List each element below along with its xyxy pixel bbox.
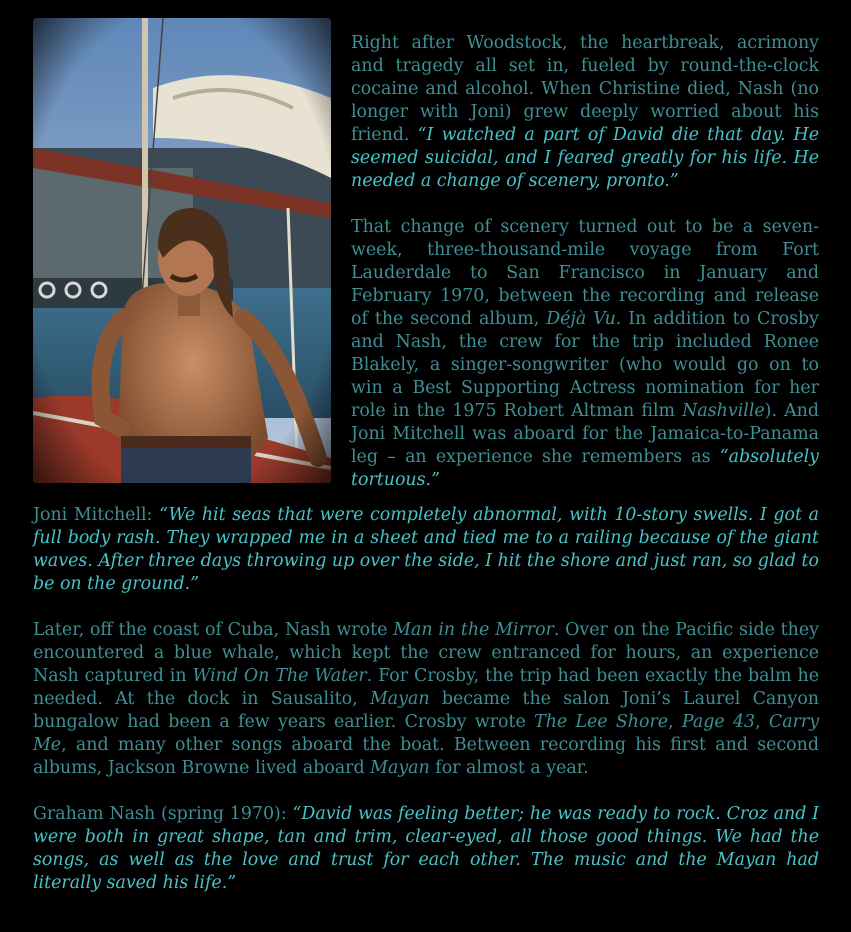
film-title-nashville: Nashville xyxy=(682,401,765,421)
joni-speaker: Joni Mitchell: xyxy=(33,505,160,525)
para2-text-2: . In addition to Crosby and Nash, the crew for the trip included Ronee Blakely, a singer-songwriter (who would go on to win a Best Supporting Actress nomination for her role in the 1975 Robert Altman film xyxy=(351,309,820,421)
song-title-wind-on-the-water: Wind On The Water xyxy=(192,666,367,686)
para4-text-2: . Over on the Pacific side they encountered a blue whale, which kept the crew entranced for hours, an experience Nash captured in xyxy=(33,620,819,686)
boat-name-mayan: Mayan xyxy=(369,689,430,709)
para4-text-6: , xyxy=(755,712,769,732)
para4-text-3: . For Crosby, the trip had been exactly the balm he needed. At the dock in Sausalito, xyxy=(33,666,819,709)
paragraph-cuba xyxy=(33,619,819,780)
para4-text-1: Later, off the coast of Cuba, Nash wrote xyxy=(33,620,394,640)
nash-speaker: Graham Nash (spring 1970): xyxy=(33,804,293,824)
para1-text: Right after Woodstock, the heartbreak, acrimony and tragedy all set in, fueled by round-the-clock cocaine and alcohol. When Christine died, Nash (no longer with Joni) grew deeply worried about his friend. xyxy=(351,33,819,145)
song-title-lee-shore: The Lee Shore xyxy=(534,712,669,732)
nash-spring-quote: “David was feeling better; he was ready to rock. Croz and I were both in great shape, tan and trim, clear-eyed, all those good things. We had the songs, as well as the love and trust for each other. The music and the Mayan had literally saved his life.” xyxy=(33,804,819,893)
photo xyxy=(33,18,331,483)
boat-name-mayan-2: Mayan xyxy=(370,758,430,778)
para2-text-1: That change of scenery turned out to be a seven-week, three-thousand-mile voyage from Fort Lauderdale to San Francisco in January and February 1970, between the recording and release of the second album, xyxy=(351,217,819,329)
paragraph-graham-nash xyxy=(33,803,819,895)
paragraph-voyage xyxy=(351,216,819,492)
full-width-column xyxy=(33,504,819,895)
song-title-page-43: Page 43 xyxy=(681,712,756,732)
song-title-man-in-the-mirror: Man in the Mirror xyxy=(393,620,554,640)
para4-text-8: for almost a year. xyxy=(429,758,589,778)
para4-text-5: , xyxy=(668,712,682,732)
para4-text-4: became the salon Joni’s Laurel Canyon bungalow had been a few years earlier. Crosby wrote xyxy=(33,689,819,732)
joni-quote: “We hit seas that were completely abnormal, with 10-story swells. I got a full body rash. They wrapped me in a sheet and tied me to a railing because of the giant waves. After three days throwing up over the side, I hit the shore and just ran, so glad to be on the ground.” xyxy=(33,505,819,594)
right-column xyxy=(351,32,819,492)
para4-text-7: , and many other songs aboard the boat. Between recording his first and second albums, Jackson Browne lived aboard xyxy=(33,735,819,778)
paragraph-joni-mitchell xyxy=(33,504,819,596)
sailboat-photo xyxy=(33,18,331,483)
paragraph-woodstock xyxy=(351,32,819,193)
para2-text-3: ). And Joni Mitchell was aboard for the Jamaica-to-Panama leg – an experience she remembers as xyxy=(351,401,820,467)
album-title-deja-vu: Déjà Vu xyxy=(546,309,616,329)
nash-quote: “I watched a part of David die that day. He seemed suicidal, and I feared greatly for his life. He needed a change of scenery, pronto.” xyxy=(351,125,819,191)
joni-short-quote: “absolutely tortuous.” xyxy=(351,447,819,490)
song-title-carry-me: Carry Me xyxy=(33,712,820,755)
